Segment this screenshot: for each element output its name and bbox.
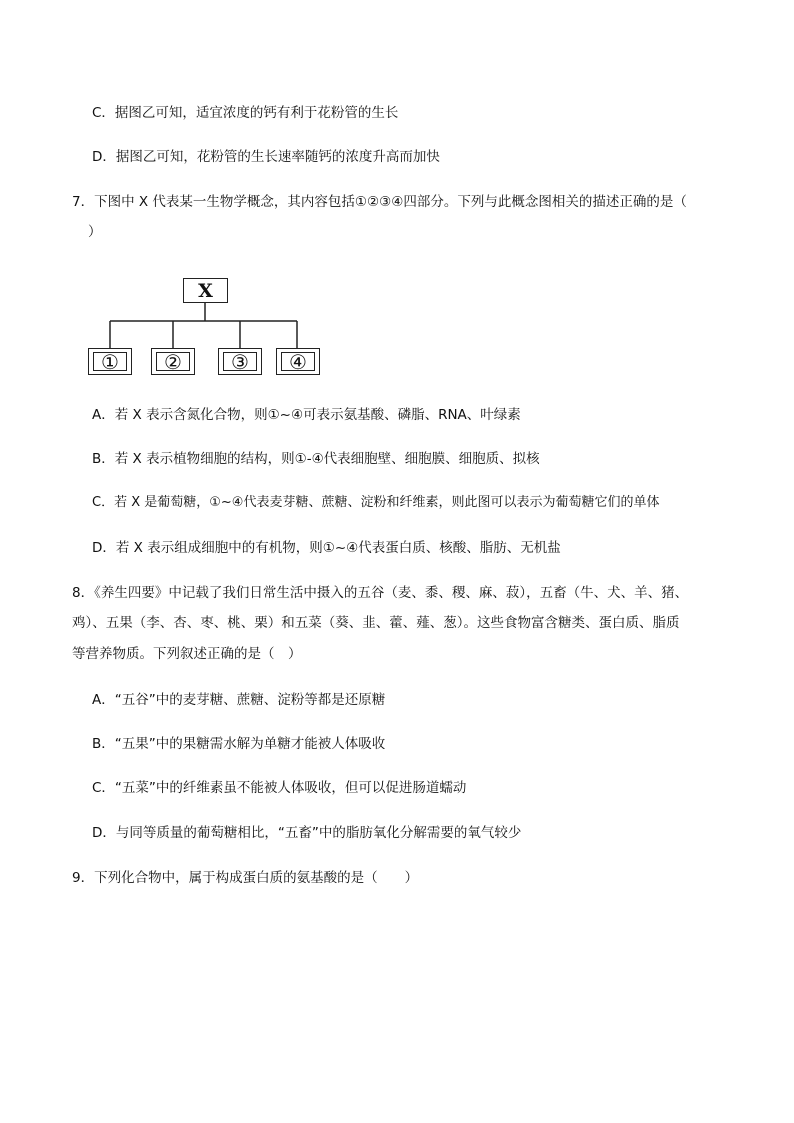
q7-option-b: B．若 X 表示植物细胞的结构，则①-④代表细胞壁、细胞膜、细胞质、拟核: [92, 451, 540, 467]
diagram-child-label-1: ①: [101, 349, 119, 374]
q8-option-b: B．“五果”中的果糖需水解为单糖才能被人体吸收: [92, 736, 386, 752]
q8-option-a: A．“五谷”中的麦芽糖、蔗糖、淀粉等都是还原糖: [92, 692, 386, 708]
q7-stem-line2: ）: [88, 224, 102, 240]
q8-stem-line1: 8．《养生四要》中记载了我们日常生活中摄入的五谷（麦、黍、稷、麻、菽），五畜（牛、犬、羊、猪、: [72, 585, 689, 601]
diagram-child-label-2: ②: [164, 349, 182, 374]
diagram-child-label-3: ③: [231, 349, 249, 374]
diagram-child-box-1: [88, 348, 132, 375]
q7-option-c: C．若 X 是葡萄糖，①~④代表麦芽糖、蔗糖、淀粉和纤维素，则此图可以表示为葡萄糖它们的单体: [92, 495, 660, 510]
diagram-child-box-2: [151, 348, 195, 375]
q7-option-d: D．若 X 表示组成细胞中的有机物，则①~④代表蛋白质、核酸、脂肪、无机盐: [92, 540, 561, 556]
diagram-root-box: [183, 278, 228, 303]
q7-option-a: A．若 X 表示含氮化合物，则①~④可表示氨基酸、磷脂、RNA、叶绿素: [92, 407, 521, 423]
diagram-child-label-4: ④: [289, 349, 307, 374]
q6-option-c: C．据图乙可知，适宜浓度的钙有利于花粉管的生长: [92, 105, 399, 121]
q6-option-d: D．据图乙可知，花粉管的生长速率随钙的浓度升高而加快: [92, 149, 440, 165]
q8-stem-line3: 等营养物质。下列叙述正确的是（ ）: [72, 646, 302, 662]
diagram-root-label: X: [198, 279, 213, 302]
q9-stem: 9．下列化合物中，属于构成蛋白质的氨基酸的是（ ）: [72, 870, 419, 886]
diagram-connectors: [0, 0, 794, 400]
diagram-child-box-4: [276, 348, 320, 375]
q8-option-d: D．与同等质量的葡萄糖相比，“五畜”中的脂肪氧化分解需要的氧气较少: [92, 825, 522, 841]
q8-option-c: C．“五菜”中的纤维素虽不能被人体吸收，但可以促进肠道蠕动: [92, 780, 467, 796]
q8-stem-line2: 鸡）、五果（李、杏、枣、桃、栗）和五菜（葵、韭、藿、薤、葱）。这些食物富含糖类、蛋白质、脂质: [72, 615, 680, 631]
q7-stem-line1: 7．下图中 X 代表某一生物学概念，其内容包括①②③④四部分。下列与此概念图相关的描述正确的是（: [72, 194, 687, 210]
diagram-child-box-3: [218, 348, 262, 375]
